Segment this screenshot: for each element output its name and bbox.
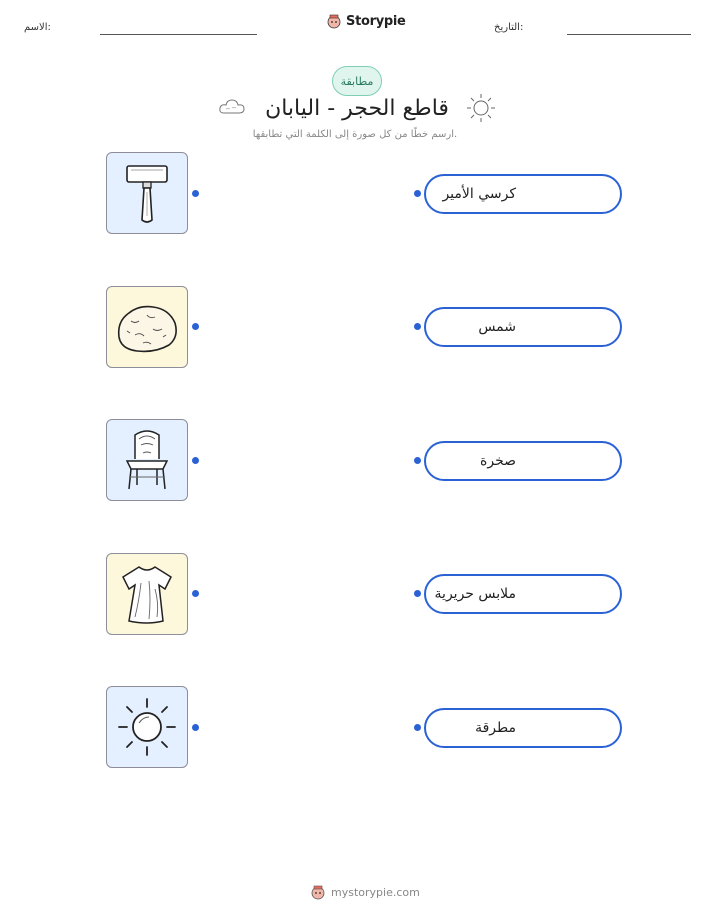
word-dot[interactable]	[414, 590, 421, 597]
picture-card-rock[interactable]	[106, 286, 188, 368]
picture-card-sun[interactable]	[106, 686, 188, 768]
picture-dot[interactable]	[192, 457, 199, 464]
word-box[interactable]: كرسي الأمير	[424, 174, 622, 214]
picture-dot[interactable]	[192, 323, 199, 330]
footer-mascot-icon	[310, 884, 326, 900]
name-line[interactable]	[100, 34, 257, 35]
word-box[interactable]: مطرقة	[424, 708, 622, 748]
picture-dot[interactable]	[192, 590, 199, 597]
footer	[310, 884, 420, 900]
word-dot[interactable]	[414, 457, 421, 464]
footer-url[interactable]: mystorypie.com	[331, 885, 420, 899]
name-label: الاسم:	[24, 22, 51, 33]
date-label: التاريخ:	[494, 22, 524, 33]
sun-decor-icon	[466, 93, 496, 123]
picture-card-chair[interactable]	[106, 419, 188, 501]
word-box[interactable]: صخرة	[424, 441, 622, 481]
date-line[interactable]	[567, 34, 691, 35]
sun-icon	[115, 695, 179, 759]
robe-icon	[115, 559, 179, 629]
storypie-mascot-icon	[326, 13, 342, 29]
picture-dot[interactable]	[192, 724, 199, 731]
picture-card-robe[interactable]	[106, 553, 188, 635]
page-title: قاطع الحجر - اليابان	[265, 96, 449, 121]
picture-card-hammer[interactable]	[106, 152, 188, 234]
brand-logo	[326, 13, 406, 29]
word-dot[interactable]	[414, 190, 421, 197]
hammer-icon	[117, 158, 177, 228]
word-box[interactable]: ملابس حريرية	[424, 574, 622, 614]
brand-name: Storypie	[346, 13, 406, 29]
cloud-icon	[218, 97, 246, 117]
chair-icon	[117, 425, 177, 495]
word-dot[interactable]	[414, 724, 421, 731]
instructions: ارسم خطًا من كل صورة إلى الكلمة التي تطابقها.	[252, 129, 458, 140]
word-dot[interactable]	[414, 323, 421, 330]
activity-tag: مطابقة	[332, 66, 382, 96]
word-box[interactable]: شمس	[424, 307, 622, 347]
rock-icon	[113, 297, 181, 357]
picture-dot[interactable]	[192, 190, 199, 197]
